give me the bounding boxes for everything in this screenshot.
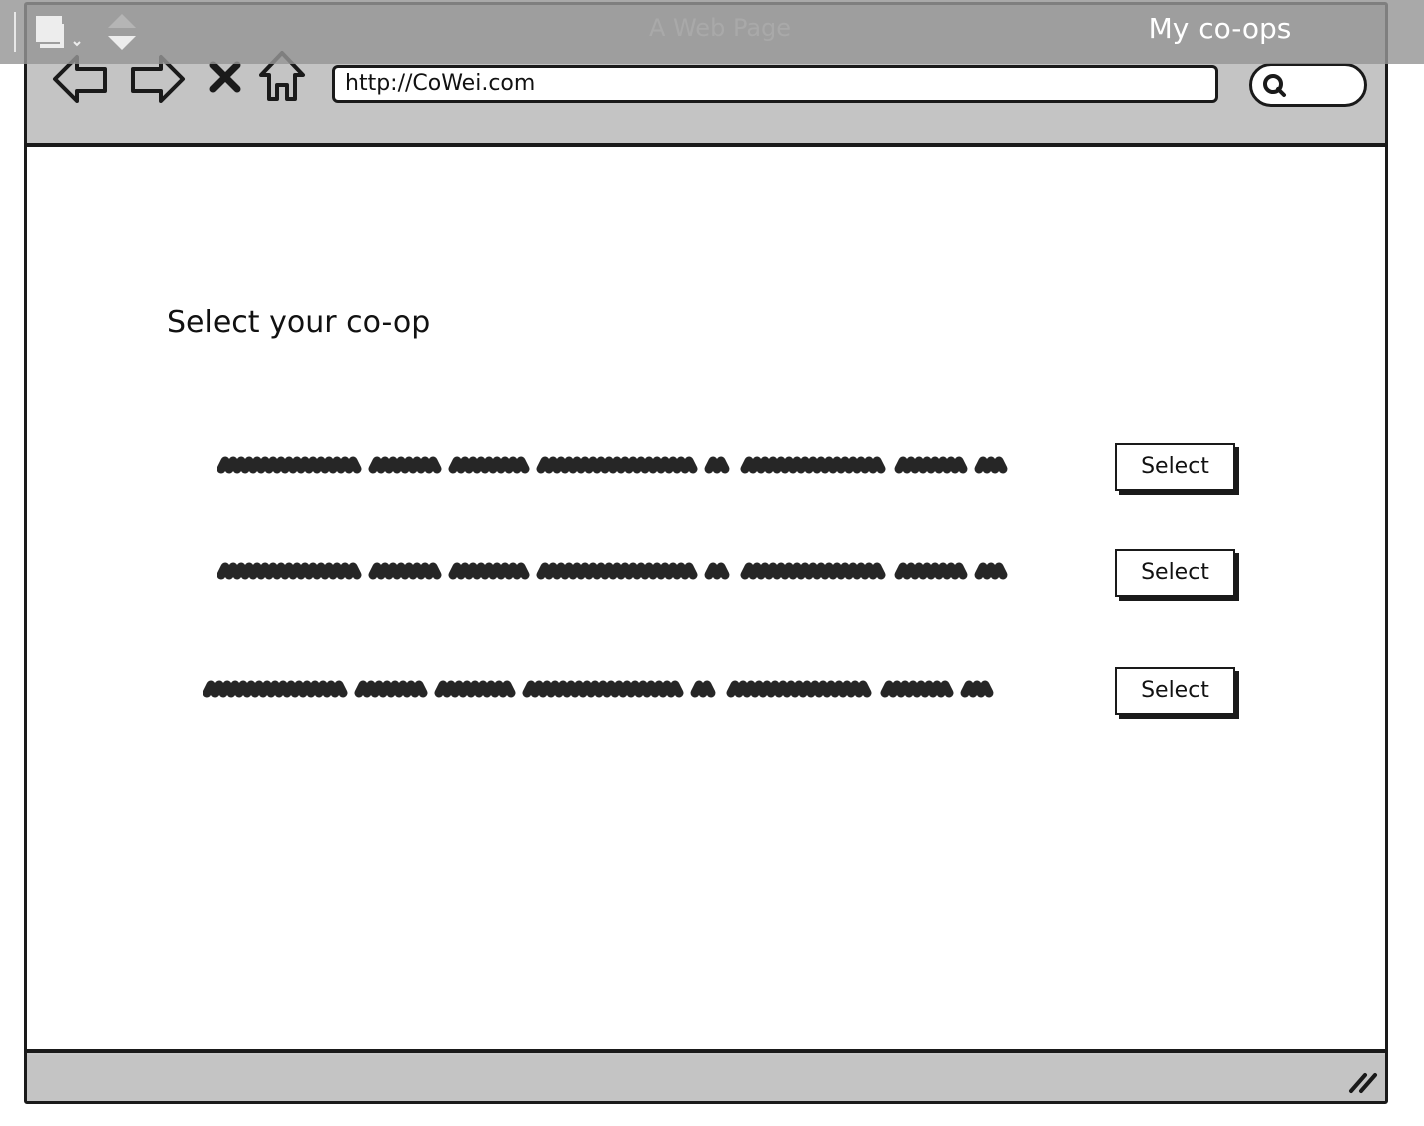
scribble-word: [453, 461, 525, 469]
scribble-word: [527, 685, 679, 693]
status-bar: [27, 1055, 1385, 1101]
page-title: Select your co-op: [167, 305, 431, 340]
scribble-word: [709, 461, 725, 469]
scribble-word: [373, 461, 437, 469]
scribble-word: [965, 685, 989, 693]
sort-arrows-icon[interactable]: [104, 12, 140, 54]
app-title: My co-ops: [1148, 12, 1292, 45]
scribble-word: [221, 461, 357, 469]
scribble-word: [731, 685, 867, 693]
window-menu-icon[interactable]: [32, 12, 88, 52]
coop-name-scribble: [217, 449, 1017, 479]
scribble-word: [709, 567, 725, 575]
scribble-word: [221, 567, 357, 575]
scribble-word: [979, 567, 1003, 575]
scribble-word: [453, 567, 525, 575]
coop-row: [217, 555, 1017, 595]
stop-icon[interactable]: [207, 59, 243, 95]
select-button[interactable]: Select: [1115, 549, 1235, 597]
coop-row: [203, 673, 1003, 713]
scribble-word: [979, 461, 1003, 469]
scribble-word: [745, 567, 881, 575]
coop-name-scribble: [217, 555, 1017, 585]
select-button[interactable]: Select: [1115, 667, 1235, 715]
coop-row: [217, 449, 1017, 489]
scribble-word: [695, 685, 711, 693]
url-input[interactable]: http://CoWei.com: [332, 65, 1218, 103]
divider: [14, 12, 16, 52]
browser-window: [24, 2, 1388, 1104]
search-input[interactable]: [1249, 63, 1367, 107]
coop-name-scribble: [203, 673, 1003, 703]
scribble-word: [207, 685, 343, 693]
select-button[interactable]: Select: [1115, 443, 1235, 491]
scribble-word: [359, 685, 423, 693]
scribble-word: [541, 567, 693, 575]
scribble-word: [899, 461, 963, 469]
scribble-word: [899, 567, 963, 575]
page-content: [27, 147, 1385, 1053]
window-title: A Web Page: [648, 14, 792, 42]
scribble-word: [439, 685, 511, 693]
scribble-word: [885, 685, 949, 693]
scribble-word: [541, 461, 693, 469]
scribble-word: [745, 461, 881, 469]
scribble-word: [373, 567, 437, 575]
title-bar: [0, 0, 1424, 64]
resize-grip-icon[interactable]: [1345, 1069, 1379, 1095]
search-icon: [1262, 73, 1288, 99]
